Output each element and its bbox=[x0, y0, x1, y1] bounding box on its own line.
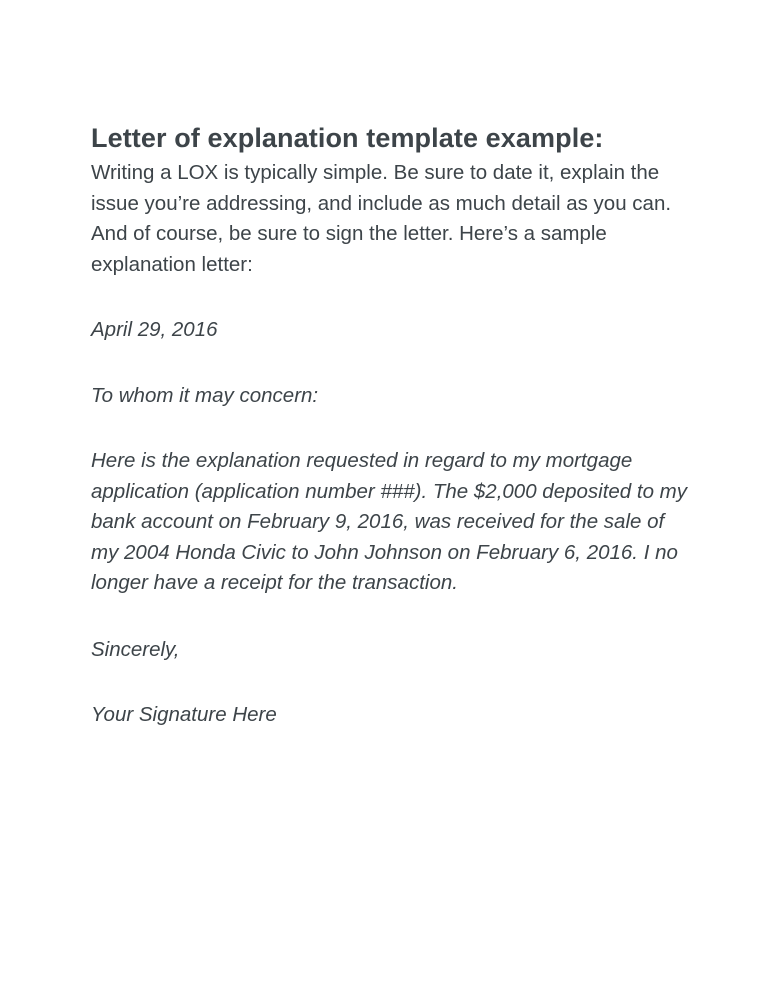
letter-body: Here is the explanation requested in regard to my mortgage application (application number ###). The $2,000 deposited to my bank account on February 9, 2016, was received for the sale of my 2004 Honda Civic to John Johnson on February 6, 2016. I no longer have a receipt for the transaction. bbox=[91, 449, 688, 594]
letter-date: April 29, 2016 bbox=[91, 318, 218, 341]
letter-signature: Your Signature Here bbox=[91, 703, 277, 726]
document-heading: Letter of explanation template example: bbox=[91, 123, 604, 153]
intro-paragraph: Writing a LOX is typically simple. Be sure to date it, explain the issue you’re addressing, and include as much detail as you can. And of course, be sure to sign the letter. Here’s a sample explanation letter: bbox=[91, 161, 672, 276]
document-page bbox=[91, 118, 691, 731]
sample-letter bbox=[91, 315, 691, 731]
letter-greeting: To whom it may concern: bbox=[91, 383, 319, 407]
letter-closing: Sincerely, bbox=[91, 637, 180, 661]
